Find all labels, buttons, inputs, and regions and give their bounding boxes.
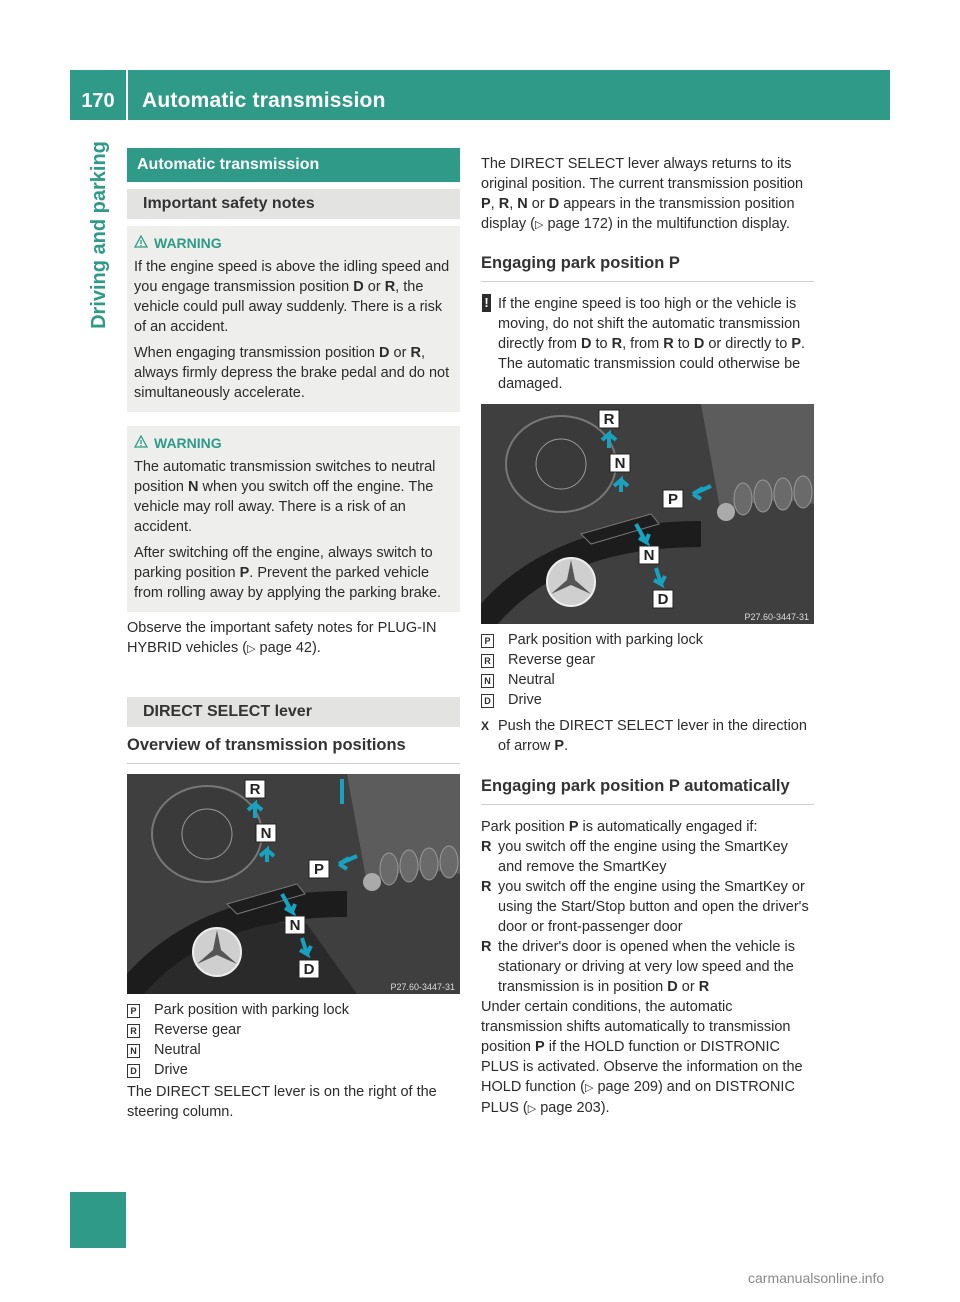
legend-symbol: D (127, 1064, 140, 1078)
svg-text:D: D (303, 961, 315, 978)
action-arrow-icon: X (481, 719, 490, 733)
page-title: Automatic transmission (142, 89, 386, 112)
section-heading-automatic-transmission: Automatic transmission (127, 148, 460, 182)
warning-box-1 (127, 226, 460, 412)
left-column (127, 148, 460, 1122)
list-item: R Reverse gear (481, 650, 814, 670)
warning-1-text-2: When engaging transmission position D or R, always firmly depress the brake pedal and do not simultaneously accelerate. (134, 345, 450, 401)
legend-symbol: P (127, 1004, 140, 1018)
action-step: X Push the DIRECT SELECT lever in the direction of arrow P. (481, 718, 807, 754)
direct-select-lever-photo (127, 774, 460, 994)
heading-engaging-park: Engaging park position P (481, 253, 814, 282)
warning-triangle-icon (134, 435, 148, 448)
warning-heading: WARNING (134, 433, 451, 453)
warning-heading: WARNING (134, 233, 451, 253)
position-label-N (610, 454, 630, 472)
position-label-R (599, 410, 619, 428)
subsection-heading-safety-notes: Important safety notes (127, 189, 460, 219)
instrument-cluster (506, 416, 616, 512)
position-label-N-lower (285, 916, 305, 934)
watermark-footer: carmanualsonline.info (748, 1270, 885, 1286)
list-item: N Neutral (481, 670, 814, 690)
lever-returns-text: The DIRECT SELECT lever always returns to its original position. The current transmission position P, R, N or D appears in the transmission position display (▷ page 172) in the multifunction display. (481, 156, 804, 232)
legend-list (481, 630, 814, 710)
instrument-cluster (152, 786, 262, 882)
legend-symbol: R (481, 654, 494, 668)
image-code: P27.60-3447-31 (390, 982, 455, 992)
bullet-icon: R (481, 879, 492, 895)
hold-distronic-text: Under certain conditions, the automatic transmission shifts automatically to transmission position P if the HOLD function or DISTRONIC PLUS is activated. Observe the information on the HOLD function (▷ page 209) and on DISTRONIC PLUS (▷ page 203). (481, 999, 803, 1116)
image-code: P27.60-3447-31 (744, 612, 809, 622)
list-item: N Neutral (127, 1040, 460, 1060)
svg-text:R: R (603, 411, 615, 428)
auto-intro: Park position P is automatically engaged if: (481, 819, 758, 835)
list-item: R Reverse gear (127, 1020, 460, 1040)
legend-symbol: P (481, 634, 494, 648)
list-item: D Drive (127, 1060, 460, 1080)
warning-1-text-1: If the engine speed is above the idling speed and you engage transmission position D or R, the vehicle could pull away suddenly. There is a risk of an accident. (134, 259, 450, 335)
page-number: 170 (81, 90, 115, 112)
list-item: P Park position with parking lock (481, 630, 814, 650)
list-item: R you switch off the engine using the SmartKey and remove the SmartKey (481, 839, 788, 875)
chapter-tab (70, 1192, 126, 1248)
warning-2-text-2: After switching off the engine, always switch to parking position P. Prevent the parked vehicle from rolling away by applying the parking brake. (134, 545, 442, 601)
heading-engaging-park-auto: Engaging park position P automatically (481, 776, 814, 805)
header-divider (126, 70, 128, 120)
chapter-side-label: Driving and parking (88, 141, 110, 329)
warning-2-text-1: The automatic transmission switches to neutral position N when you switch off the engine. The vehicle may roll away. There is a risk of an accident. (134, 459, 436, 535)
plug-in-hybrid-reference: Observe the important safety notes for PLUG-IN HYBRID vehicles (▷ page 42). (127, 620, 437, 656)
svg-text:N: N (643, 547, 655, 564)
caution-icon: ! (482, 294, 491, 312)
legend-symbol: D (481, 694, 494, 708)
list-item: R the driver's door is opened when the vehicle is stationary or driving at very low speed and the transmission is in position D or R (481, 939, 795, 995)
position-label-R (245, 780, 265, 798)
svg-text:P: P (313, 861, 325, 878)
caution-note: ! If the engine speed is too high or the vehicle is moving, do not shift the automatic transmission directly from D to R, from R to D or directly to P. The automatic transmission could otherwise be damaged. (481, 294, 814, 394)
legend-symbol: N (127, 1044, 140, 1058)
legend-symbol: R (127, 1024, 140, 1038)
conditions-list (481, 837, 814, 997)
list-item: D Drive (481, 690, 814, 710)
heading-overview-positions: Overview of transmission positions (127, 735, 460, 764)
warning-box-2 (127, 426, 460, 612)
svg-text:N: N (614, 455, 626, 472)
position-label-P (663, 490, 683, 508)
position-label-N-lower (639, 546, 659, 564)
legend-symbol: N (481, 674, 494, 688)
position-label-D (299, 960, 319, 978)
position-label-P (309, 860, 329, 878)
svg-text:R: R (249, 781, 261, 798)
svg-text:N: N (289, 917, 301, 934)
position-label-D (653, 590, 673, 608)
svg-text:P: P (667, 491, 679, 508)
bullet-icon: R (481, 939, 492, 955)
bullet-icon: R (481, 839, 492, 855)
lever-location-text: The DIRECT SELECT lever is on the right of the steering column. (127, 1084, 437, 1120)
section-heading-direct-select: DIRECT SELECT lever (127, 697, 460, 727)
direct-select-lever-photo-2 (481, 404, 814, 624)
list-item: R you switch off the engine using the SmartKey or using the Start/Stop button and open the driver's door or front-passenger door (481, 879, 809, 935)
svg-text:D: D (657, 591, 669, 608)
warning-triangle-icon (134, 235, 148, 248)
right-column (481, 154, 814, 1119)
legend-list (127, 1000, 460, 1080)
position-label-N (256, 824, 276, 842)
svg-text:N: N (260, 825, 272, 842)
list-item: P Park position with parking lock (127, 1000, 460, 1020)
